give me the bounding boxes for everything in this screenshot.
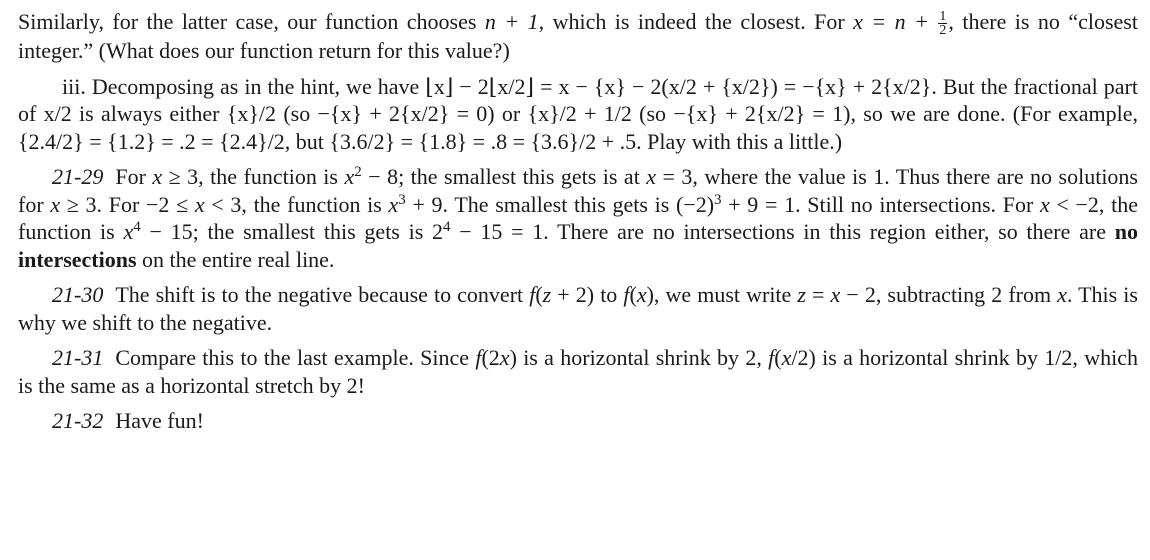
text-run: + 2) to xyxy=(551,282,624,308)
answer-number: 21-30 xyxy=(52,282,104,308)
math-var: f xyxy=(623,282,630,308)
text-run: − 15; the smallest this gets is 2 xyxy=(140,219,444,245)
text-run: , xyxy=(948,9,954,34)
text-run: Similarly, for the latter case, our function chooses xyxy=(18,9,485,34)
answer-number: 21-32 xyxy=(52,408,104,434)
math-var: x xyxy=(636,282,647,308)
fraction-one-half xyxy=(938,10,947,37)
math-inline: n + 1 xyxy=(484,9,539,34)
text-run: ≥ 3. For −2 ≤ xyxy=(60,191,195,217)
text-run: ( xyxy=(629,282,637,308)
math-var: z xyxy=(797,282,806,308)
text-run: ) is a horizontal shrink by 2, xyxy=(509,345,769,371)
text-run: = 3, where the value is 1. Thus there are no solutions for xyxy=(18,164,1138,217)
paragraph-latter-case xyxy=(18,8,1138,65)
math-var: x xyxy=(1057,282,1067,308)
text-run: + 9 = 1. Still no intersections. For xyxy=(721,191,1040,217)
fraction-numerator: 1 xyxy=(939,9,947,25)
math-var: f xyxy=(529,282,536,308)
math-var: x xyxy=(50,191,61,217)
math-var: x xyxy=(1039,191,1050,217)
answer-21-30 xyxy=(18,281,1138,336)
exponent: 3 xyxy=(398,191,406,208)
text-run: ), we must write xyxy=(646,282,798,308)
document-page xyxy=(18,8,1138,443)
answer-21-32 xyxy=(18,407,1138,435)
math-var: x xyxy=(123,219,134,245)
exponent: 3 xyxy=(714,191,722,208)
math-var: x xyxy=(194,191,205,217)
text-run: < −2, the function is xyxy=(18,191,1138,245)
text-run: The shift is to the negative because to convert xyxy=(115,282,530,308)
answer-21-31 xyxy=(18,344,1138,399)
text-run: For xyxy=(115,164,153,190)
math-var: x xyxy=(388,191,399,217)
text-run: iii. Decomposing as in the hint, we have ⌊x⌋ − 2⌊x/2⌋ = x − {x} − 2(x/2 + {x/2}) = −{x} + 2{x/2}. But the fractional part of x/2 is always either {x}/2 (so −{x} + 2{x/2} = 0) or {x}/2 + 1/2 (so −{x} + 2{x/2} = 1), so we are done. (For example, {2.4/2} = {1.2} = .2 = {2.4}/2, but {3.6/2} = {1.8} = .8 = {3.6}/2 + .5. Play with this a little.) xyxy=(18,73,1138,154)
math-inline: x = n + xyxy=(853,9,938,34)
text-run: − 2, subtracting 2 from xyxy=(840,282,1058,308)
answer-21-29 xyxy=(18,163,1138,273)
text-run: ( xyxy=(535,282,543,308)
paragraph-part-iii xyxy=(18,73,1138,156)
math-var: z xyxy=(542,282,552,308)
math-var: x xyxy=(152,164,163,190)
exponent: 2 xyxy=(354,164,362,181)
text-run: < 3, the function is xyxy=(204,191,389,217)
math-var: x xyxy=(781,345,792,371)
math-var: x xyxy=(830,282,841,308)
text-run: − 15 = 1. There are no intersections in this region either, so there are xyxy=(450,219,1115,245)
exponent: 4 xyxy=(133,219,141,236)
text-run: Have fun! xyxy=(115,408,204,434)
math-var: f xyxy=(768,345,775,371)
bold-phrase: no intersections xyxy=(18,219,1138,272)
text-run: ( xyxy=(774,345,782,371)
text-run: Compare this to the last example. Since xyxy=(115,345,476,371)
text-run: on the entire real line. xyxy=(136,246,335,272)
fraction-denominator: 2 xyxy=(939,23,947,39)
text-run: (2 xyxy=(481,345,500,371)
answer-number: 21-31 xyxy=(52,345,104,371)
text-run: + 9. The smallest this gets is (−2) xyxy=(405,191,715,217)
text-run: , which is indeed the closest. For xyxy=(538,9,854,34)
text-run: . This is why we shift to the negative. xyxy=(18,282,1138,335)
math-var: x xyxy=(344,164,355,190)
text-run: ≥ 3, the function is xyxy=(162,164,345,190)
text-run: /2) is a horizontal shrink by 1/2, which is the same as a horizontal stretch by 2! xyxy=(18,345,1138,398)
math-var: f xyxy=(475,345,482,371)
exponent: 4 xyxy=(443,219,451,236)
text-run: − 8; the smallest this gets is at xyxy=(361,164,647,190)
math-var: x xyxy=(646,164,657,190)
text-run: = xyxy=(805,282,831,308)
answer-number: 21-29 xyxy=(52,164,104,190)
text-run: there is no “closest integer.” (What does our function return for this value?) xyxy=(18,9,1138,64)
math-var: x xyxy=(499,345,510,371)
